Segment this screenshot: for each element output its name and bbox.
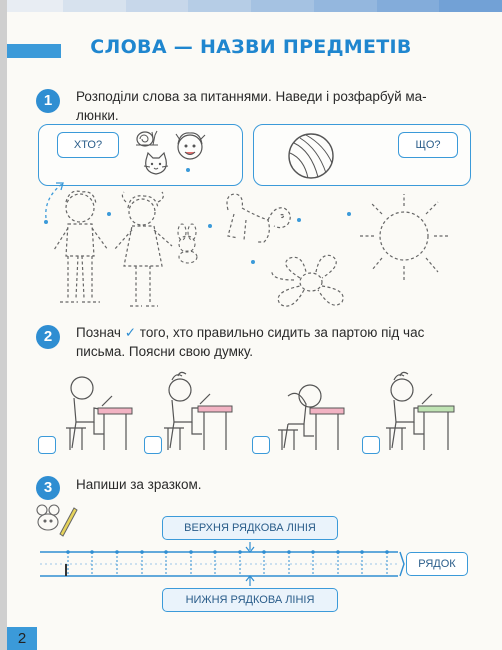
child-3-icon	[270, 374, 346, 454]
lower-line-label: НИЖНЯ РЯДКОВА ЛІНІЯ	[162, 588, 338, 612]
task-2-text-line-2: письма. Поясни свою думку.	[76, 344, 254, 359]
checkbox-child-4[interactable]	[362, 436, 380, 454]
checkbox-child-1[interactable]	[38, 436, 56, 454]
upper-line-label: ВЕРХНЯ РЯДКОВА ЛІНІЯ	[162, 516, 338, 540]
child-2-icon	[158, 372, 234, 454]
checkbox-child-3[interactable]	[252, 436, 270, 454]
what-question-box: ЩО?	[398, 132, 458, 158]
mouse-pencil-icon	[34, 502, 78, 538]
child-1-icon	[64, 372, 134, 454]
page-number: 2	[7, 627, 37, 650]
task-1-text-line-2: люнки.	[76, 108, 119, 123]
page-title: СЛОВА — НАЗВИ ПРЕДМЕТІВ	[90, 36, 412, 58]
task-1-number: 1	[36, 89, 60, 113]
task-2-number: 2	[36, 325, 60, 349]
task-3-text: Напиши за зразком.	[76, 477, 202, 492]
checkbox-child-2[interactable]	[144, 436, 162, 454]
task-1-text-line-1: Розподіли слова за питаннями. Наведи і розфарбуй ма-	[76, 89, 427, 104]
task-2-text-start: Познач	[76, 325, 121, 340]
task-3-number: 3	[36, 476, 60, 500]
child-4-icon	[382, 372, 458, 454]
row-label: РЯДОК	[406, 552, 468, 576]
task-2-text-rest: того, хто правильно сидить за партою під час	[139, 325, 425, 340]
check-mark-icon: ✓	[124, 325, 137, 340]
who-question-box: ХТО?	[57, 132, 119, 158]
task-2-text	[76, 323, 486, 361]
